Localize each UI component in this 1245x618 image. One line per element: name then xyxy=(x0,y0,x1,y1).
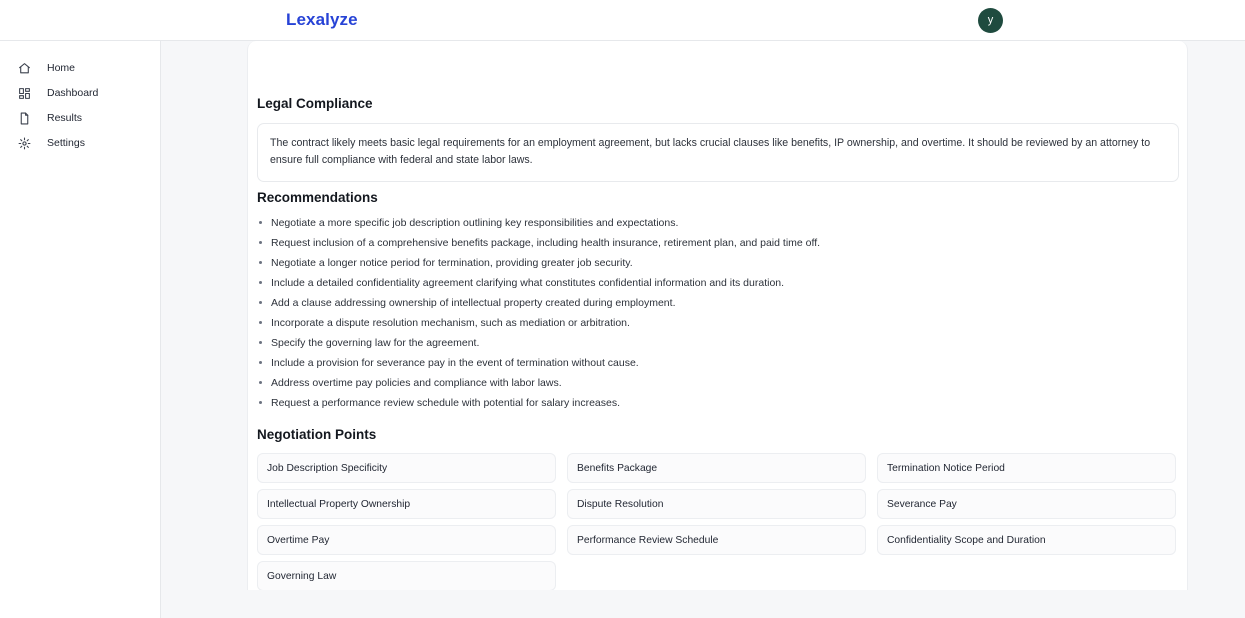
list-item: Request a performance review schedule with potential for salary increases. xyxy=(257,393,1179,413)
negotiation-points-title: Negotiation Points xyxy=(257,427,377,442)
recommendations-title: Recommendations xyxy=(257,190,378,205)
sidebar-item-label: Results xyxy=(47,112,83,125)
negotiation-point-chip[interactable]: Confidentiality Scope and Duration xyxy=(877,525,1176,555)
list-item: Specify the governing law for the agreement. xyxy=(257,333,1179,353)
page-bottom-spacer xyxy=(161,590,1245,618)
gear-icon xyxy=(18,137,31,150)
main-content xyxy=(161,41,1245,618)
list-item: Add a clause addressing ownership of intellectual property created during employment. xyxy=(257,293,1179,313)
top-bar xyxy=(0,0,1245,41)
sidebar-item-results[interactable] xyxy=(0,106,160,131)
list-item: Include a provision for severance pay in the event of termination without cause. xyxy=(257,353,1179,373)
negotiation-point-chip[interactable]: Overtime Pay xyxy=(257,525,556,555)
app-logo[interactable]: Lexalyze xyxy=(286,10,358,29)
legal-compliance-title: Legal Compliance xyxy=(257,96,373,111)
list-item: Request inclusion of a comprehensive benefits package, including health insurance, retirement plan, and paid time off. xyxy=(257,233,1179,253)
sidebar-item-dashboard[interactable] xyxy=(0,81,160,106)
sidebar xyxy=(0,41,161,618)
negotiation-point-chip[interactable]: Job Description Specificity xyxy=(257,453,556,483)
home-icon xyxy=(18,62,31,75)
negotiation-point-chip[interactable]: Intellectual Property Ownership xyxy=(257,489,556,519)
negotiation-point-chip[interactable]: Dispute Resolution xyxy=(567,489,866,519)
legal-compliance-callout xyxy=(257,123,1179,182)
list-item: Negotiate a longer notice period for termination, providing greater job security. xyxy=(257,253,1179,273)
list-item: Include a detailed confidentiality agreement clarifying what constitutes confidential information and its duration. xyxy=(257,273,1179,293)
document-icon xyxy=(18,112,31,125)
sidebar-item-settings[interactable] xyxy=(0,131,160,156)
list-item: Negotiate a more specific job description outlining key responsibilities and expectations. xyxy=(257,213,1179,233)
negotiation-point-chip[interactable]: Severance Pay xyxy=(877,489,1176,519)
negotiation-point-chip[interactable]: Governing Law xyxy=(257,561,556,591)
negotiation-point-chip[interactable]: Performance Review Schedule xyxy=(567,525,866,555)
sidebar-item-label: Settings xyxy=(47,137,85,150)
recommendations-list xyxy=(257,213,1179,413)
avatar[interactable]: y xyxy=(978,8,1003,33)
legal-compliance-text: The contract likely meets basic legal requirements for an employment agreement, but lacks crucial clauses like benefits, IP ownership, and overtime. It should be reviewed by an attorney to ensure full compliance with federal and state labor laws. xyxy=(270,137,1151,166)
list-item: Address overtime pay policies and compliance with labor laws. xyxy=(257,373,1179,393)
negotiation-points-grid xyxy=(257,453,1179,591)
sidebar-item-home[interactable] xyxy=(0,56,160,81)
sidebar-item-label: Dashboard xyxy=(47,87,99,100)
negotiation-point-chip[interactable]: Benefits Package xyxy=(567,453,866,483)
dashboard-icon xyxy=(18,87,31,100)
negotiation-point-chip[interactable]: Termination Notice Period xyxy=(877,453,1176,483)
list-item: Incorporate a dispute resolution mechanism, such as mediation or arbitration. xyxy=(257,313,1179,333)
sidebar-item-label: Home xyxy=(47,62,76,75)
